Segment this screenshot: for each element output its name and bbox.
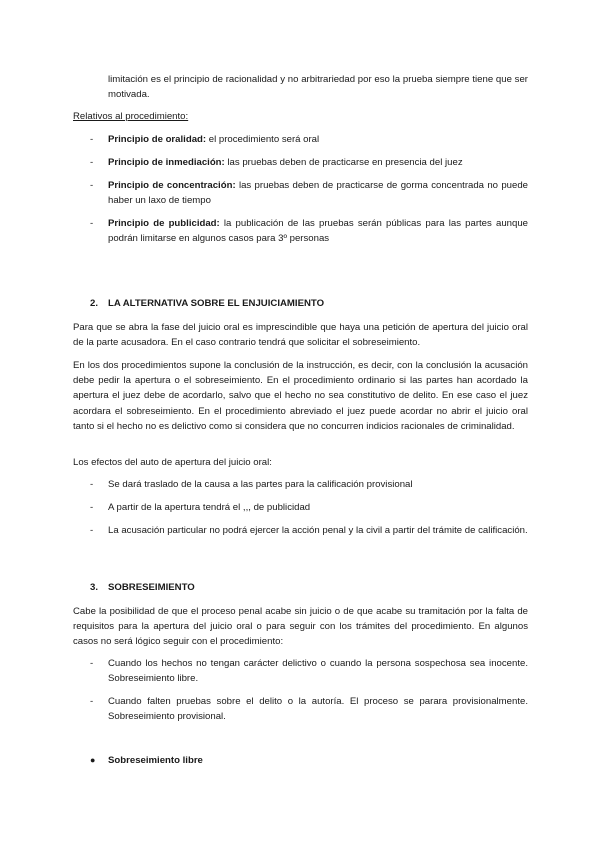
list-item-concentracion <box>108 178 528 208</box>
dash-marker: - <box>90 218 94 229</box>
list-item-desc: el procedimiento será oral <box>206 134 320 145</box>
paragraph-juicio-oral: Para que se abra la fase del juicio oral es imprescindible que haya una petición de apertura del juicio oral de la parte acusadora. En el caso contrario tendrá que solicitar el sobreseimiento. <box>73 322 528 349</box>
list-item-term: Principio de inmediación: <box>108 157 225 168</box>
section-heading-2 <box>90 296 324 311</box>
section-title: SOBRESEIMIENTO <box>108 582 195 593</box>
dash-marker: - <box>90 157 94 168</box>
subheading-procedure: Relativos al procedimiento: <box>73 111 189 122</box>
list-item-desc: las pruebas deben de practicarse de gorma concentrada no puede haber un laxo de tiempo <box>108 180 528 207</box>
list-item-desc: la publicación de las pruebas serán públicas para las partes aunque podrán limitarse en algunos casos para 3º personas <box>108 218 528 245</box>
paragraph-sobreseimiento: Cabe la posibilidad de que el proceso penal acabe sin juicio o de que acabe su tramitación por la falta de requisitos para la apertura del juicio oral o para seguir con los trámites del procedimiento. En algunos casos no será lógico seguir con el procedimiento: <box>73 606 528 648</box>
dash-marker: - <box>90 658 94 669</box>
section-title: LA ALTERNATIVA SOBRE EL ENJUICIAMIENTO <box>108 298 325 309</box>
list-item-efecto-2: A partir de la apertura tendrá el ,,, de publicidad <box>108 502 311 513</box>
dash-marker: - <box>90 180 94 191</box>
dash-marker: - <box>90 696 94 707</box>
section-heading-3 <box>90 580 195 595</box>
list-item-efecto-1: Se dará traslado de la causa a las partes para la calificación provisional <box>108 479 413 490</box>
bullet-marker: ● <box>90 755 96 765</box>
dash-marker: - <box>90 134 94 145</box>
paragraph-efectos: Los efectos del auto de apertura del juicio oral: <box>73 457 272 468</box>
list-item-publicidad <box>108 216 528 246</box>
list-item-term: Principio de publicidad: <box>108 218 220 229</box>
section-number: 2. <box>90 298 99 309</box>
paragraph-limitation: limitación es el principio de racionalidad y no arbitrariedad por eso la prueba siempre tiene que ser motivada. <box>108 74 528 101</box>
list-item-inmediacion <box>108 155 528 170</box>
dash-marker: - <box>90 479 94 490</box>
paragraph-procedimientos: En los dos procedimientos supone la conclusión de la instrucción, es decir, con la conclusión la acusación debe pedir la apertura o el sobreseimiento. En el procedimiento ordinario si las partes han acordado la apertura el juez debe de acordarlo, salvo que el hecho no sea constitutivo de delito. En ese caso el juez acordara el sobreseimiento. En el procedimiento abreviado el juez puede acordar no abrir el juicio oral tanto si el hecho no es delictivo como si considera que no concurren indicios racionales de criminalidad. <box>73 360 528 432</box>
dash-marker: - <box>90 525 94 536</box>
list-item-oralidad <box>108 132 528 147</box>
list-item-term: Principio de concentración: <box>108 180 236 191</box>
section-number: 3. <box>90 582 99 593</box>
subheading-sobreseimiento-libre: Sobreseimiento libre <box>108 755 203 766</box>
list-item-term: Principio de oralidad: <box>108 134 207 145</box>
dash-marker: - <box>90 502 94 513</box>
list-item-efecto-3: La acusación particular no podrá ejercer la acción penal y la civil a partir del trámite de calificación. <box>108 525 528 536</box>
list-item-sobreseimiento-provisional: Cuando falten pruebas sobre el delito o la autoría. El proceso se parara provisionalmente. Sobreseimiento provisional. <box>108 696 528 723</box>
list-item-desc: las pruebas deben de practicarse en presencia del juez <box>224 157 463 168</box>
list-item-sobreseimiento-libre: Cuando los hechos no tengan carácter delictivo o cuando la persona sospechosa sea inocente. Sobreseimiento libre. <box>108 658 528 685</box>
